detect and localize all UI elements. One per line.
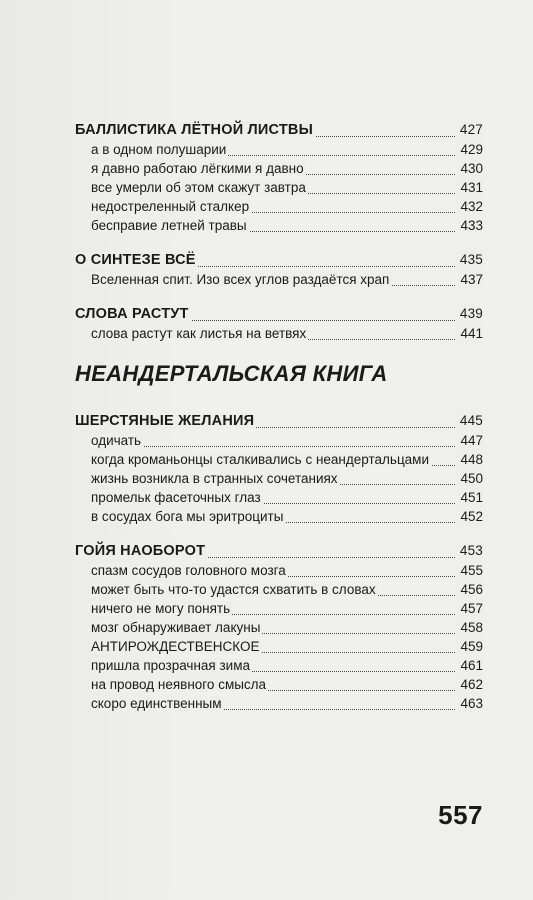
toc-entry	[75, 599, 483, 618]
spacer	[75, 235, 483, 250]
entry-title: одичать	[91, 433, 142, 448]
entry-title: АНТИРОЖДЕСТВЕНСКОЕ	[91, 639, 260, 654]
page-number: 445	[458, 411, 483, 431]
toc-entry	[75, 507, 483, 526]
toc-section-heading	[75, 304, 483, 324]
page-number: 456	[460, 582, 483, 597]
section-title: ШЕРСТЯНЫЕ ЖЕЛАНИЯ	[75, 413, 255, 429]
entry-title: ничего не могу понять	[91, 601, 231, 616]
toc-entry	[75, 675, 483, 694]
toc-entry	[75, 694, 483, 713]
page-number: 455	[460, 563, 483, 578]
dot-leader	[91, 446, 455, 447]
page-number: 457	[460, 601, 483, 616]
toc-entry	[75, 488, 483, 507]
toc-section-heading	[75, 250, 483, 270]
toc-section-heading	[75, 120, 483, 140]
page-number: 432	[460, 199, 483, 214]
page-number: 459	[460, 639, 483, 654]
page-number: 453	[458, 541, 483, 561]
page-number: 427	[458, 120, 483, 140]
entry-title: когда кроманьонцы сталкивались с неандертальцами	[91, 452, 430, 467]
toc-entry	[75, 469, 483, 488]
section-title: СЛОВА РАСТУТ	[75, 306, 189, 322]
page-number: 437	[460, 272, 483, 287]
toc-entry	[75, 450, 483, 469]
page-number: 439	[458, 304, 483, 324]
entry-title: а в одном полушарии	[91, 142, 227, 157]
page-number: 433	[460, 218, 483, 233]
entry-title: пришла прозрачная зима	[91, 658, 250, 673]
entry-title: скоро единственным	[91, 696, 222, 711]
book-part-title: НЕАНДЕРТАЛЬСКАЯ КНИГА	[75, 361, 388, 386]
entry-title: в сосудах бога мы эритроциты	[91, 509, 284, 524]
section-title: О СИНТЕЗЕ ВСЁ	[75, 252, 196, 268]
page-number: 431	[460, 180, 483, 195]
entry-title: мозг обнаруживает лакуны	[91, 620, 261, 635]
toc-entry	[75, 197, 483, 216]
page-number: 452	[460, 509, 483, 524]
toc-entry	[75, 656, 483, 675]
entry-title: на провод неявного смысла	[91, 677, 267, 692]
toc-entry	[75, 561, 483, 580]
toc-entry	[75, 178, 483, 197]
toc-entry	[75, 637, 483, 656]
folio-page-number: 557	[438, 800, 483, 830]
toc-section-heading	[75, 541, 483, 561]
page-number: 441	[460, 326, 483, 341]
page-number: 458	[460, 620, 483, 635]
entry-title: спазм сосудов головного мозга	[91, 563, 286, 578]
page-number: 435	[458, 250, 483, 270]
page-number: 451	[460, 490, 483, 505]
page-number: 463	[460, 696, 483, 711]
toc-entry	[75, 159, 483, 178]
toc-entry	[75, 140, 483, 159]
entry-title: бесправие летней травы	[91, 218, 247, 233]
page-number: 448	[460, 452, 483, 467]
page-number: 461	[460, 658, 483, 673]
entry-title: все умерли об этом скажут завтра	[91, 180, 306, 195]
toc-section-heading	[75, 411, 483, 431]
section-title: БАЛЛИСТИКА ЛЁТНОЙ ЛИСТВЫ	[75, 122, 313, 138]
entry-title: может быть что-то удастся схватить в словах	[91, 582, 376, 597]
toc-entry	[75, 270, 483, 289]
entry-title: недостреленный сталкер	[91, 199, 250, 214]
toc-entry	[75, 216, 483, 235]
toc-entry	[75, 618, 483, 637]
spacer	[75, 526, 483, 541]
entry-title: промельк фасеточных глаз	[91, 490, 261, 505]
toc-entry	[75, 324, 483, 343]
page-number: 450	[460, 471, 483, 486]
page-number: 447	[460, 433, 483, 448]
entry-title: я давно работаю лёгкими я давно	[91, 161, 304, 176]
table-of-contents	[75, 120, 483, 713]
entry-title: жизнь возникла в странных сочетаниях	[91, 471, 338, 486]
entry-title: слова растут как листья на ветвях	[91, 326, 307, 341]
toc-entry	[75, 580, 483, 599]
toc-entry	[75, 431, 483, 450]
spacer	[75, 289, 483, 304]
section-title: ГОЙЯ НАОБОРОТ	[75, 543, 206, 559]
page-number: 429	[460, 142, 483, 157]
entry-title: Вселенная спит. Изо всех углов раздаётся храп	[91, 272, 390, 287]
page-number: 462	[460, 677, 483, 692]
page-number: 430	[460, 161, 483, 176]
